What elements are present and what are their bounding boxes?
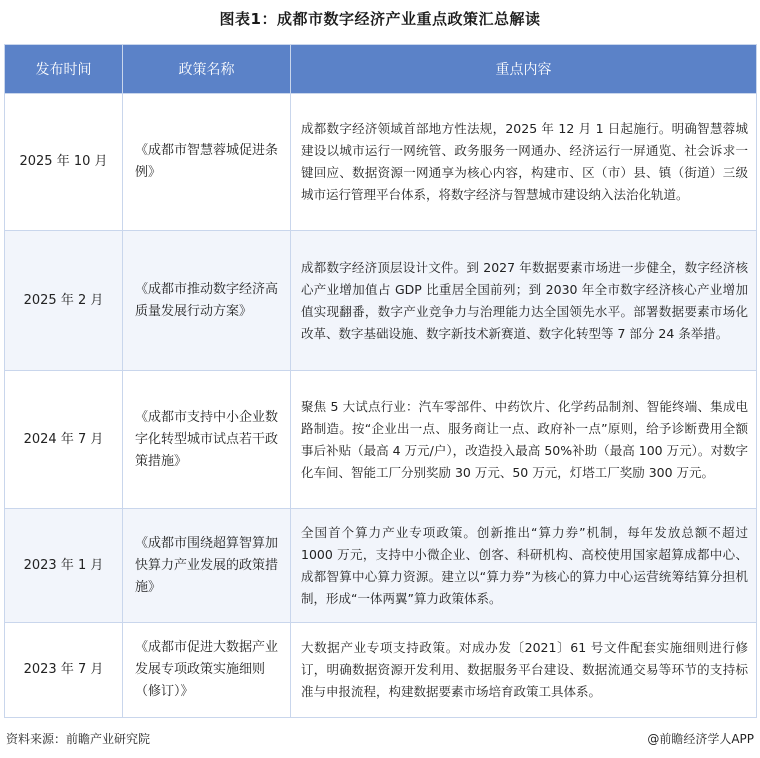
row-date: 2025 年 10 月 <box>5 94 123 231</box>
table-row <box>5 231 757 371</box>
table-row <box>5 623 757 718</box>
row-policy-name: 《成都市智慧蓉城促进条例》 <box>123 94 291 231</box>
table-header-row <box>5 45 757 94</box>
row-content: 聚焦 5 大试点行业：汽车零部件、中药饮片、化学药品制剂、智能终端、集成电路制造。按“企业出一点、服务商让一点、政府补一点”原则，给予诊断费用全额事后补贴（最高 4 万元/户），改造投入最高 50%补助（最高 100 万元）。对数字化车间、智能工厂分别奖励 30 万元、50 万元，灯塔工厂奖励 300 万元。 <box>291 371 757 509</box>
row-date: 2025 年 2 月 <box>5 231 123 371</box>
row-date: 2024 年 7 月 <box>5 371 123 509</box>
row-policy-name: 《成都市促进大数据产业发展专项政策实施细则（修订）》 <box>123 623 291 718</box>
header-key-content: 重点内容 <box>291 45 757 94</box>
table-row <box>5 371 757 509</box>
page-title: 图表1：成都市数字经济产业重点政策汇总解读 <box>219 10 541 28</box>
publisher-credit: @前瞻经济学人APP <box>647 732 754 746</box>
row-content: 全国首个算力产业专项政策。创新推出“算力券”机制，每年发放总额不超过 1000 万元，支持中小微企业、创客、科研机构、高校使用国家超算成都中心、成都智算中心算力资源。建立以“算力券”为核心的算力中心运营统筹结算分担机制，形成“一体两翼”算力政策体系。 <box>291 509 757 623</box>
row-policy-name: 《成都市推动数字经济高质量发展行动方案》 <box>123 231 291 371</box>
data-source: 资料来源：前瞻产业研究院 <box>6 732 151 746</box>
table-row <box>5 509 757 623</box>
policy-table <box>4 44 757 718</box>
row-content: 成都数字经济顶层设计文件。到 2027 年数据要素市场进一步健全，数字经济核心产业增加值占 GDP 比重居全国前列；到 2030 年全市数字经济核心产业增加值实现翻番，数字产业竞争力与治理能力达全国领先水平。部署数据要素市场化改革、数字基础设施、数字新技术新赛道、数字化转型等 7 部分 24 条举措。 <box>291 231 757 371</box>
header-date: 发布时间 <box>5 45 123 94</box>
row-policy-name: 《成都市围绕超算智算加快算力产业发展的政策措施》 <box>123 509 291 623</box>
row-date: 2023 年 1 月 <box>5 509 123 623</box>
row-date: 2023 年 7 月 <box>5 623 123 718</box>
table-row <box>5 94 757 231</box>
header-policy-name: 政策名称 <box>123 45 291 94</box>
row-content: 成都数字经济领域首部地方性法规，2025 年 12 月 1 日起施行。明确智慧蓉城建设以城市运行一网统管、政务服务一网通办、经济运行一屏通览、社会诉求一键回应、数据资源一网通享为核心内容，构建市、区（市）县、镇（街道）三级城市运行管理平台体系，将数字经济与智慧城市建设纳入法治化轨道。 <box>291 94 757 231</box>
row-content: 大数据产业专项支持政策。对成办发〔2021〕61 号文件配套实施细则进行修订，明确数据资源开发利用、数据服务平台建设、数据流通交易等环节的支持标准与申报流程，构建数据要素市场培育政策工具体系。 <box>291 623 757 718</box>
row-policy-name: 《成都市支持中小企业数字化转型城市试点若干政策措施》 <box>123 371 291 509</box>
